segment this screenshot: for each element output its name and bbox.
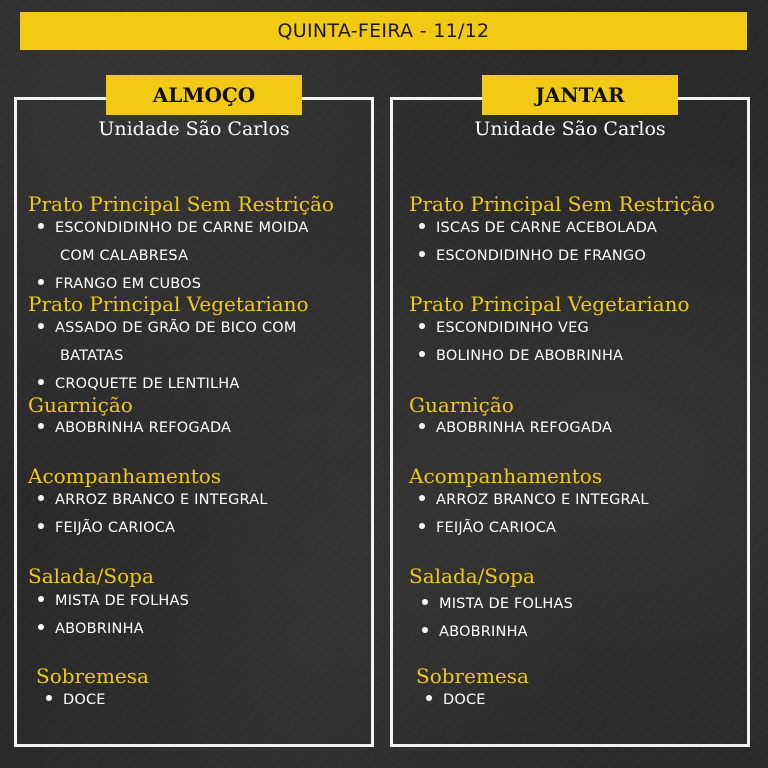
bullet [38, 495, 44, 501]
list-item: ASSADO DE GRÃO DE BICO COM [38, 320, 297, 336]
list-item: ISCAS DE CARNE ACEBOLADA [419, 220, 657, 236]
list-item: MISTA DE FOLHAS [38, 593, 189, 609]
bullet [38, 323, 44, 329]
dinner-sobremesa-heading: Sobremesa [416, 664, 529, 688]
bullet [419, 251, 425, 257]
list-item: ESCONDIDINHO DE CARNE MOIDA [38, 220, 309, 236]
list-item-continuation: COM CALABRESA [60, 248, 189, 264]
dinner-vegetariano-heading: Prato Principal Vegetariano [409, 292, 690, 316]
bullet [419, 323, 425, 329]
dinner-unit: Unidade São Carlos [474, 118, 666, 140]
list-item: ESCONDIDINHO VEG [419, 320, 589, 336]
lunch-vegetariano-heading: Prato Principal Vegetariano [28, 292, 309, 316]
list-item: BOLINHO DE ABOBRINHA [419, 348, 623, 364]
list-item: MISTA DE FOLHAS [422, 596, 573, 612]
list-item: ARROZ BRANCO E INTEGRAL [38, 492, 268, 508]
bullet [38, 596, 44, 602]
list-item: FEIJÃO CARIOCA [38, 520, 175, 536]
bullet [38, 523, 44, 529]
lunch-sobremesa-heading: Sobremesa [36, 664, 149, 688]
list-item: ARROZ BRANCO E INTEGRAL [419, 492, 649, 508]
bullet [38, 379, 44, 385]
bullet [419, 523, 425, 529]
list-item: DOCE [46, 692, 106, 708]
list-item: ABOBRINHA [422, 624, 528, 640]
list-item: FEIJÃO CARIOCA [419, 520, 556, 536]
bullet [426, 695, 432, 701]
list-item: CROQUETE DE LENTILHA [38, 376, 240, 392]
lunch-acompanhamentos-heading: Acompanhamentos [28, 464, 222, 488]
bullet [422, 599, 428, 605]
list-item: ABOBRINHA REFOGADA [38, 420, 231, 436]
bullet [38, 223, 44, 229]
bullet [419, 495, 425, 501]
lunch-guarnicao-heading: Guarnição [28, 393, 133, 417]
bullet [38, 624, 44, 630]
dinner-label: JANTAR [482, 75, 678, 115]
bullet [419, 351, 425, 357]
bullet [419, 423, 425, 429]
lunch-unit: Unidade São Carlos [98, 118, 290, 140]
list-item: ABOBRINHA REFOGADA [419, 420, 612, 436]
list-item: ABOBRINHA [38, 621, 144, 637]
date-title: QUINTA-FEIRA - 11/12 [277, 20, 490, 42]
list-item: FRANGO EM CUBOS [38, 276, 201, 292]
list-item-continuation: BATATAS [60, 348, 124, 364]
bullet [38, 423, 44, 429]
bullet [422, 627, 428, 633]
list-item: DOCE [426, 692, 486, 708]
bullet [46, 695, 52, 701]
bullet [38, 279, 44, 285]
lunch-label: ALMOÇO [106, 75, 302, 115]
dinner-acompanhamentos-heading: Acompanhamentos [409, 464, 603, 488]
list-item: ESCONDIDINHO DE FRANGO [419, 248, 646, 264]
dinner-sem-restricao-heading: Prato Principal Sem Restrição [409, 192, 715, 216]
lunch-sem-restricao-heading: Prato Principal Sem Restrição [28, 192, 334, 216]
dinner-guarnicao-heading: Guarnição [409, 393, 514, 417]
lunch-salada-heading: Salada/Sopa [28, 564, 154, 588]
dinner-salada-heading: Salada/Sopa [409, 564, 535, 588]
bullet [419, 223, 425, 229]
date-title-bar [20, 12, 747, 50]
